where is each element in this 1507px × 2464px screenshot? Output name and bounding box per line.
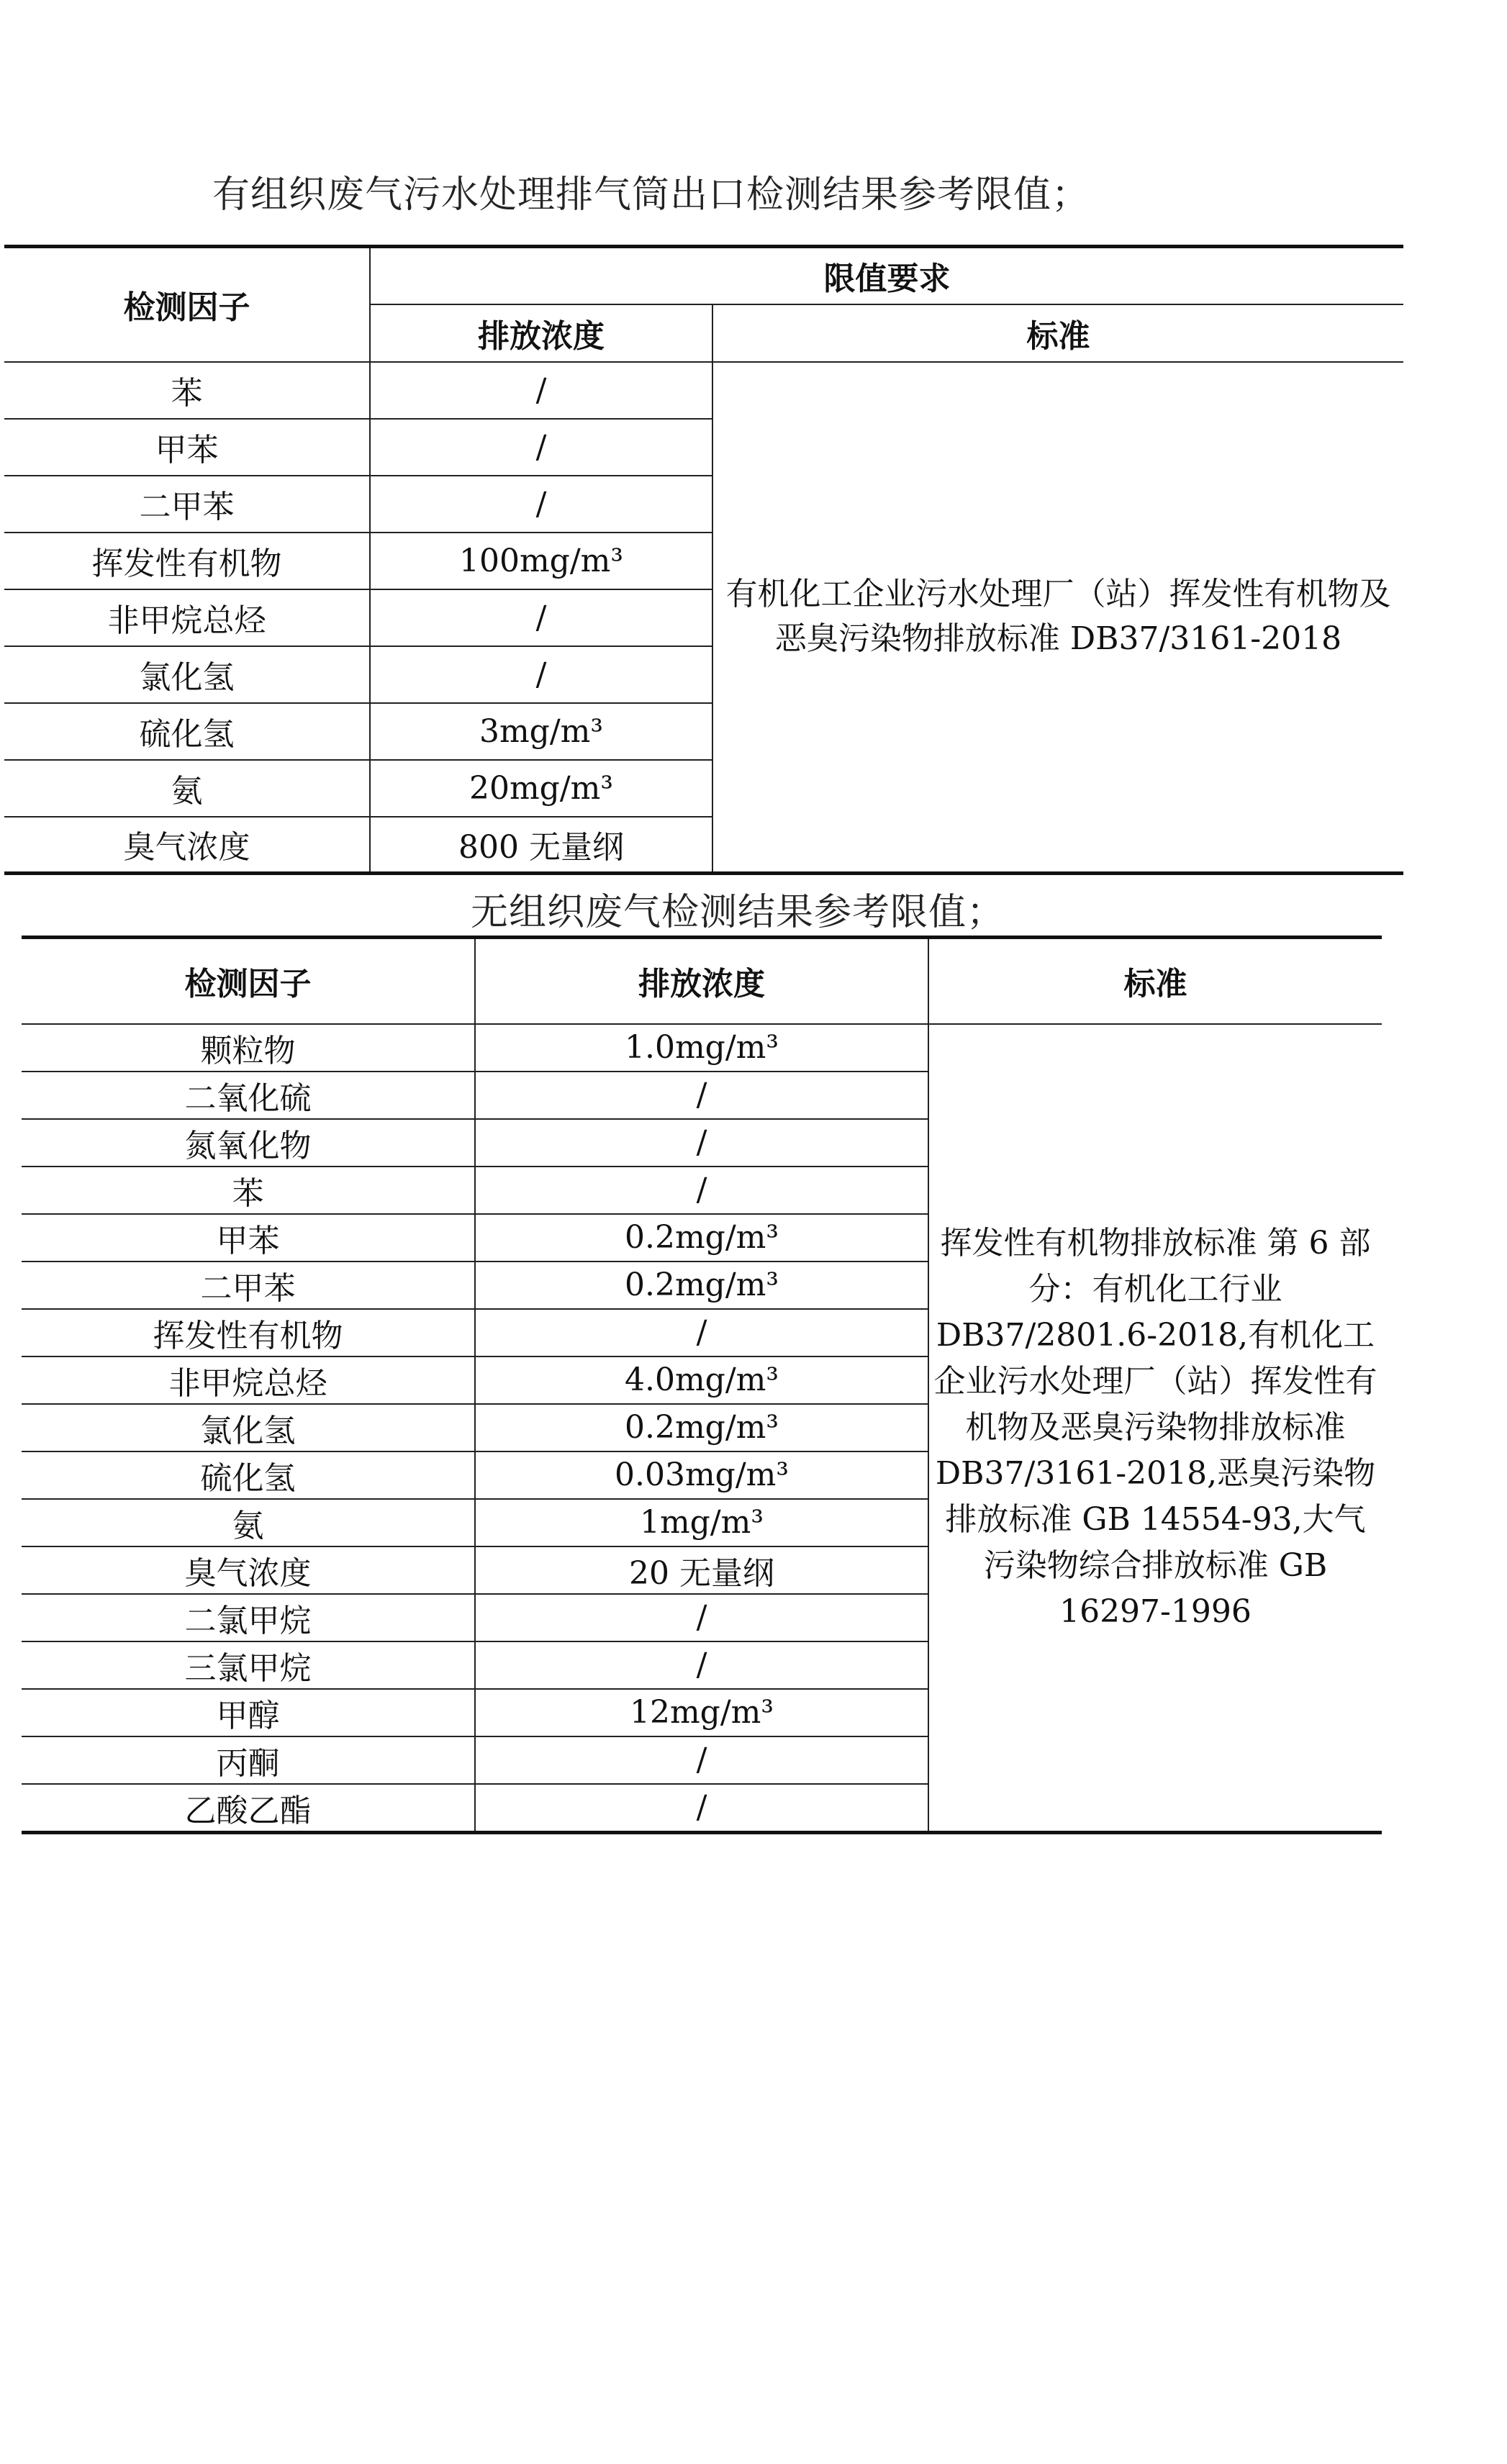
header-standard: 标准	[928, 938, 1382, 1024]
header-factor: 检测因子	[4, 247, 370, 362]
table-row-factor: 甲苯	[22, 1214, 475, 1262]
table-row-factor: 臭气浓度	[22, 1546, 475, 1594]
table-row-factor: 甲醇	[22, 1689, 475, 1736]
table-row-value: /	[475, 1641, 928, 1689]
header-standard: 标准	[712, 304, 1403, 362]
table-row-value: /	[475, 1736, 928, 1784]
table-row-value: /	[475, 1072, 928, 1119]
table-row-value: /	[475, 1784, 928, 1833]
table-row-factor: 氮氧化物	[22, 1119, 475, 1167]
standard-cell: 有机化工企业污水处理厂（站）挥发性有机物及恶臭污染物排放标准 DB37/3161-2018	[712, 362, 1403, 874]
table-row-factor: 硫化氢	[22, 1451, 475, 1499]
table-row-factor: 挥发性有机物	[4, 533, 370, 589]
table-row-factor: 乙酸乙酯	[22, 1784, 475, 1833]
table-row-factor: 氯化氢	[4, 646, 370, 703]
table-row-factor: 非甲烷总烃	[4, 589, 370, 646]
organized-emission-table	[4, 245, 1403, 875]
table-row-factor: 非甲烷总烃	[22, 1356, 475, 1404]
table-row-value: /	[370, 589, 712, 646]
section2-title: 无组织废气检测结果参考限值；	[471, 891, 1005, 934]
table-row-factor: 硫化氢	[4, 703, 370, 760]
table-row-factor: 氨	[4, 760, 370, 817]
table-row-factor: 二甲苯	[22, 1262, 475, 1309]
table-row-value: 1.0mg/m³	[475, 1024, 928, 1072]
table-row-factor: 二氧化硫	[22, 1072, 475, 1119]
table-row-value: /	[370, 362, 712, 419]
table-row-value: /	[370, 419, 712, 476]
header-limit-group: 限值要求	[370, 247, 1403, 304]
header-factor: 检测因子	[22, 938, 475, 1024]
table-row-factor: 三氯甲烷	[22, 1641, 475, 1689]
table-row-value: /	[475, 1119, 928, 1167]
table-row-value: 1mg/m³	[475, 1499, 928, 1546]
table-row-factor: 挥发性有机物	[22, 1309, 475, 1356]
table-row-value: /	[370, 646, 712, 703]
table-row-value: 0.03mg/m³	[475, 1451, 928, 1499]
table-row-value: /	[475, 1167, 928, 1214]
table-row-factor: 丙酮	[22, 1736, 475, 1784]
header-concentration: 排放浓度	[475, 938, 928, 1024]
table-row-value: /	[475, 1594, 928, 1641]
table-row-value: 20mg/m³	[370, 760, 712, 817]
table-row-factor: 二氯甲烷	[22, 1594, 475, 1641]
section1-title: 有组织废气污水处理排气筒出口检测结果参考限值；	[212, 173, 1090, 217]
table-row-value: 12mg/m³	[475, 1689, 928, 1736]
table-row-factor: 氯化氢	[22, 1404, 475, 1451]
header-concentration: 排放浓度	[370, 304, 712, 362]
table-row-factor: 甲苯	[4, 419, 370, 476]
table-row-factor: 苯	[22, 1167, 475, 1214]
table-row-value: 100mg/m³	[370, 533, 712, 589]
table-row-value: 20 无量纲	[475, 1546, 928, 1594]
standard-cell: 挥发性有机物排放标准 第 6 部分：有机化工行业 DB37/2801.6-2018,有机化工企业污水处理厂（站）挥发性有机物及恶臭污染物排放标准 DB37/3161-2018,恶臭污染物排放标准 GB 14554-93,大气污染物综合排放标准 GB 16297-1996	[928, 1024, 1382, 1833]
table-row-value: 800 无量纲	[370, 817, 712, 874]
table-row-value: 0.2mg/m³	[475, 1404, 928, 1451]
table-row-factor: 臭气浓度	[4, 817, 370, 874]
table-row-value: /	[370, 476, 712, 533]
fugitive-emission-table	[22, 936, 1382, 1834]
table-row-factor: 二甲苯	[4, 476, 370, 533]
table-row-factor: 颗粒物	[22, 1024, 475, 1072]
table-row-value: 4.0mg/m³	[475, 1356, 928, 1404]
table-row-value: 3mg/m³	[370, 703, 712, 760]
table-row-value: 0.2mg/m³	[475, 1214, 928, 1262]
table-row-value: 0.2mg/m³	[475, 1262, 928, 1309]
table-row-factor: 苯	[4, 362, 370, 419]
table-row-value: /	[475, 1309, 928, 1356]
table-row-factor: 氨	[22, 1499, 475, 1546]
